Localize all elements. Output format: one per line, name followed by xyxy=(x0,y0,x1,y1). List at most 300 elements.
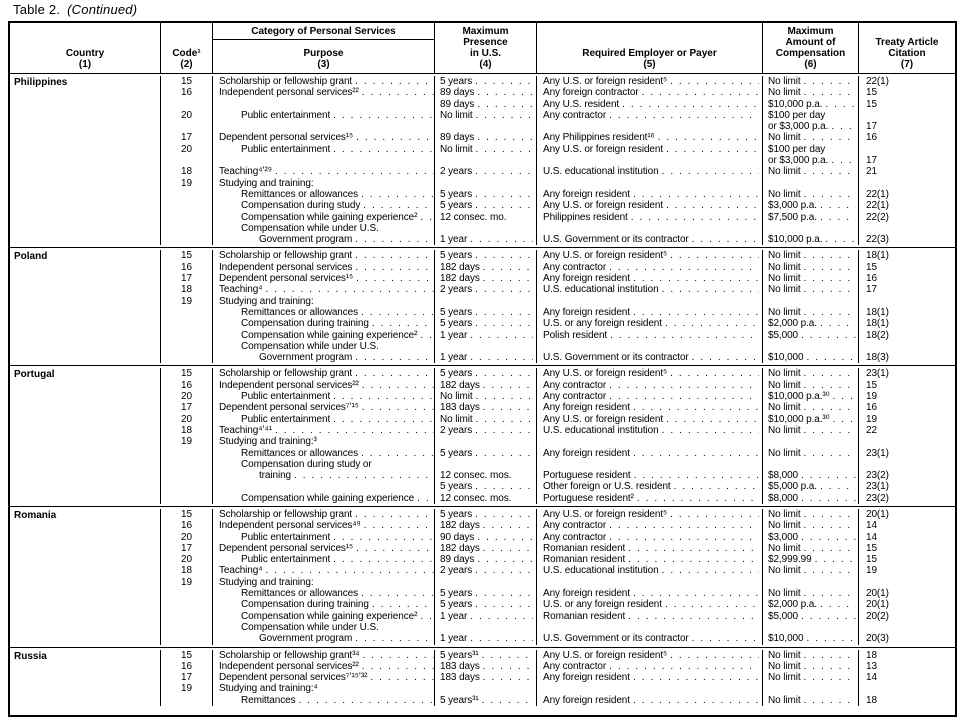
table-line xyxy=(763,577,858,588)
cell-text: No limit xyxy=(768,660,801,672)
table-line xyxy=(161,493,212,504)
table-line xyxy=(763,296,858,307)
cell-text: Remittances or allowances xyxy=(241,306,358,318)
table-line xyxy=(213,284,434,295)
cell-text: Any foreign resident xyxy=(543,588,630,600)
table-line xyxy=(435,554,536,565)
table-line xyxy=(537,200,762,211)
table-line xyxy=(161,509,212,520)
cell-text: Public entertainment xyxy=(241,143,331,155)
header-presence-line1: Maximum xyxy=(462,26,509,37)
table-line xyxy=(537,554,762,565)
dot-leader xyxy=(420,611,434,622)
dot-leader xyxy=(361,588,434,599)
dot-leader xyxy=(475,250,533,261)
table-line xyxy=(859,341,955,352)
cell-text: Romanian resident xyxy=(543,542,626,554)
cell-text: $10,000 p.a.³⁰ xyxy=(768,413,830,425)
table-line xyxy=(213,650,434,661)
table-line xyxy=(859,414,955,425)
header-amount-line1: Maximum xyxy=(787,26,834,37)
table-title xyxy=(13,2,137,17)
cell-text: Independent personal services²² xyxy=(219,379,359,391)
cell-text: 15 xyxy=(866,542,877,554)
table-line xyxy=(537,121,762,132)
dot-leader xyxy=(333,391,434,402)
table-line xyxy=(161,368,212,379)
cell-text: 5 years xyxy=(440,508,473,520)
table-line xyxy=(763,144,858,155)
table-line xyxy=(161,110,212,121)
cell-text: No limit xyxy=(768,261,801,273)
table-line xyxy=(859,296,955,307)
dot-leader xyxy=(355,76,434,87)
dot-leader xyxy=(356,273,434,284)
table-line xyxy=(435,87,536,98)
table-line xyxy=(763,459,858,470)
table-line xyxy=(161,189,212,200)
dot-leader xyxy=(633,189,759,200)
cell-text: 19 xyxy=(866,391,877,403)
cell-text: Any contractor xyxy=(543,660,607,672)
table-line xyxy=(859,481,955,492)
header-presence-line2: Presence xyxy=(463,37,508,48)
table-line xyxy=(435,132,536,143)
table-line xyxy=(161,459,212,470)
cell-text: Any U.S. or foreign resident xyxy=(543,143,664,155)
table-line xyxy=(763,76,858,87)
table-line xyxy=(161,341,212,352)
dot-leader xyxy=(476,110,533,121)
dot-leader xyxy=(265,565,434,576)
cell-text: Any foreign resident xyxy=(543,306,630,318)
dot-leader xyxy=(475,448,533,459)
dot-leader xyxy=(670,509,759,520)
cell-text: Romanian resident xyxy=(543,610,626,622)
table-line xyxy=(161,223,212,234)
table-line xyxy=(859,532,955,543)
table-line xyxy=(537,532,762,543)
dot-leader xyxy=(801,493,856,504)
table-line xyxy=(537,212,762,223)
dot-leader xyxy=(633,307,759,318)
cell-text: 2 years xyxy=(440,284,473,296)
cell-text: 16 xyxy=(866,273,877,285)
cell-text: 18(1) xyxy=(866,318,889,330)
table-line xyxy=(859,588,955,599)
column-max-compensation xyxy=(762,250,858,363)
table-line xyxy=(213,234,434,245)
column-code xyxy=(160,250,212,363)
header-presence xyxy=(434,23,536,73)
table-line xyxy=(435,250,536,261)
header-citation-line1: Treaty Article xyxy=(875,37,939,48)
table-line xyxy=(213,380,434,391)
table-line xyxy=(435,307,536,318)
table-line xyxy=(213,296,434,307)
table-line xyxy=(763,481,858,492)
table-line xyxy=(763,155,858,166)
cell-text: 18(2) xyxy=(866,329,889,341)
cell-text: 15 xyxy=(181,508,192,520)
column-purpose xyxy=(212,368,434,504)
cell-text: 1 year xyxy=(440,352,468,364)
table-line xyxy=(537,262,762,273)
cell-text: Any U.S. or foreign resident⁵ xyxy=(543,649,668,661)
cell-text: Independent personal services xyxy=(219,261,353,273)
dot-leader xyxy=(804,661,856,672)
table-line xyxy=(213,155,434,166)
cell-text: Any U.S. resident xyxy=(543,98,620,110)
dot-leader xyxy=(475,76,533,87)
cell-text: 20 xyxy=(181,143,192,155)
dot-leader xyxy=(333,144,434,155)
table-title-continued: (Continued) xyxy=(67,2,138,17)
table-line xyxy=(537,661,762,672)
cell-text: $8,000 xyxy=(768,470,798,482)
cell-text: Any U.S. or foreign resident⁵ xyxy=(543,508,668,520)
dot-leader xyxy=(477,99,533,110)
table-line xyxy=(763,611,858,622)
cell-text: $2,000 p.a. xyxy=(768,599,817,611)
cell-text: 5 years xyxy=(440,481,473,493)
table-line xyxy=(213,330,434,341)
cell-text: Portuguese resident xyxy=(543,470,631,482)
table-line xyxy=(859,402,955,413)
column-max-presence xyxy=(434,250,536,363)
cell-text: No limit xyxy=(768,588,801,600)
dot-leader xyxy=(275,166,434,177)
table-line xyxy=(859,132,955,143)
table-line xyxy=(435,110,536,121)
dot-leader xyxy=(804,520,856,531)
cell-text: $10,000 xyxy=(768,633,804,645)
dot-leader xyxy=(804,284,856,295)
dot-leader xyxy=(825,99,856,110)
dot-leader xyxy=(670,250,759,261)
cell-text: 16 xyxy=(866,132,877,144)
table-line xyxy=(161,683,212,694)
dot-leader xyxy=(670,650,759,661)
table-line xyxy=(763,250,858,261)
dot-leader xyxy=(477,554,533,565)
table-line xyxy=(213,341,434,352)
table-line xyxy=(859,87,955,98)
dot-leader xyxy=(804,76,856,87)
table-line xyxy=(859,565,955,576)
cell-text: Teaching⁴ʼ²⁹ xyxy=(219,166,272,178)
dot-leader xyxy=(674,481,759,492)
table-line xyxy=(537,223,762,234)
cell-text: Compensation during training xyxy=(241,599,369,611)
cell-text: 19 xyxy=(181,295,192,307)
cell-text: U.S. Government or its contractor xyxy=(543,633,689,645)
cell-text: No limit xyxy=(768,424,801,436)
dot-leader xyxy=(801,330,856,341)
table-line xyxy=(435,99,536,110)
header-country-num: (1) xyxy=(78,59,92,70)
table-line xyxy=(435,391,536,402)
table-line xyxy=(859,110,955,121)
dot-leader xyxy=(265,284,434,295)
dot-leader xyxy=(355,509,434,520)
cell-text: Any contractor xyxy=(543,520,607,532)
dot-leader xyxy=(470,633,533,644)
cell-text: 182 days xyxy=(440,542,480,554)
dot-leader xyxy=(804,166,856,177)
column-treaty-citation xyxy=(858,250,955,363)
header-amount-line2: Amount of xyxy=(785,37,836,48)
cell-text: No limit xyxy=(768,520,801,532)
cell-text: 20(1) xyxy=(866,599,889,611)
cell-text: No limit xyxy=(768,306,801,318)
dot-leader xyxy=(662,565,759,576)
cell-text: Scholarship or fellowship grant xyxy=(219,508,353,520)
cell-text: Any contractor xyxy=(543,531,607,543)
table-line xyxy=(537,611,762,622)
table-line xyxy=(213,481,434,492)
cell-text: 5 years xyxy=(440,250,473,262)
table-line xyxy=(161,402,212,413)
table-line xyxy=(859,273,955,284)
cell-text: 16 xyxy=(181,520,192,532)
table-line xyxy=(161,481,212,492)
cell-text: Teaching⁴ xyxy=(219,284,263,296)
table-line xyxy=(213,577,434,588)
table-line xyxy=(859,284,955,295)
dot-leader xyxy=(361,307,434,318)
table-line xyxy=(435,661,536,672)
cell-text: Dependent personal services¹⁵ xyxy=(219,273,354,285)
column-purpose xyxy=(212,509,434,645)
column-code xyxy=(160,509,212,645)
column-code xyxy=(160,76,212,245)
cell-text: $5,000 xyxy=(768,610,798,622)
cell-text: No limit xyxy=(768,508,801,520)
dot-leader xyxy=(475,425,533,436)
table-line xyxy=(213,391,434,402)
cell-text: Any foreign resident xyxy=(543,273,630,285)
table-line xyxy=(161,76,212,87)
dot-leader xyxy=(355,633,434,644)
header-country-label: Country xyxy=(65,48,105,59)
cell-text: 18 xyxy=(866,649,877,661)
table-line xyxy=(213,459,434,470)
table-line xyxy=(161,520,212,531)
cell-text: 16 xyxy=(181,87,192,99)
table-line xyxy=(161,661,212,672)
table-line xyxy=(537,250,762,261)
table-line xyxy=(859,622,955,633)
dot-leader xyxy=(666,144,759,155)
table-line xyxy=(537,588,762,599)
table-line xyxy=(213,262,434,273)
cell-text: Public entertainment xyxy=(241,391,331,403)
country-section-russia xyxy=(10,647,955,715)
table-line xyxy=(213,121,434,132)
cell-text: 23(2) xyxy=(866,470,889,482)
dot-leader xyxy=(670,368,759,379)
cell-text: Polish resident xyxy=(543,329,608,341)
cell-text: No limit xyxy=(768,379,801,391)
dot-leader xyxy=(477,132,533,143)
table-line xyxy=(537,493,762,504)
cell-text: 21 xyxy=(866,166,877,178)
column-max-presence xyxy=(434,509,536,645)
dot-leader xyxy=(475,307,533,318)
header-purpose xyxy=(212,23,434,73)
cell-text: Dependent personal services¹⁵ xyxy=(219,132,354,144)
table-line xyxy=(859,436,955,447)
cell-text: $3,000 p.a. xyxy=(768,200,817,212)
table-line xyxy=(435,296,536,307)
header-citation-num: (7) xyxy=(900,59,914,70)
table-line xyxy=(213,520,434,531)
table-line xyxy=(213,599,434,610)
dot-leader xyxy=(356,543,434,554)
cell-text: 89 days xyxy=(440,554,475,566)
cell-text: 20 xyxy=(181,554,192,566)
cell-text: Scholarship or fellowship grant xyxy=(219,76,353,87)
dot-leader xyxy=(333,110,434,121)
table-line xyxy=(763,121,858,132)
header-code-num: (2) xyxy=(180,59,193,70)
table-line xyxy=(763,402,858,413)
dot-leader xyxy=(804,650,856,661)
cell-text: Any contractor xyxy=(543,261,607,273)
column-employer-payer xyxy=(536,368,762,504)
table-line xyxy=(435,212,536,223)
table-line xyxy=(763,633,858,644)
column-employer-payer xyxy=(536,250,762,363)
table-line xyxy=(537,402,762,413)
table-line xyxy=(537,234,762,245)
cell-text: 1 year xyxy=(440,610,468,622)
table-line xyxy=(859,661,955,672)
table-line xyxy=(763,565,858,576)
cell-text: Any contractor xyxy=(543,109,607,121)
cell-text: 14 xyxy=(866,531,877,543)
cell-text: Government program xyxy=(259,633,353,645)
cell-text: 5 years³¹ xyxy=(440,649,479,661)
table-line xyxy=(537,695,762,706)
dot-leader xyxy=(628,543,759,554)
cell-text: 18(1) xyxy=(866,306,889,318)
table-line xyxy=(537,155,762,166)
table-line xyxy=(161,307,212,318)
table-line xyxy=(435,448,536,459)
cell-text: 15 xyxy=(866,261,877,273)
table-line xyxy=(859,76,955,87)
dot-leader xyxy=(361,189,434,200)
column-treaty-citation xyxy=(858,509,955,645)
dot-leader xyxy=(804,672,856,683)
table-line xyxy=(537,448,762,459)
dot-leader xyxy=(420,212,434,223)
table-line xyxy=(537,189,762,200)
cell-text: 19 xyxy=(866,565,877,577)
cell-text: No limit xyxy=(440,413,473,425)
table-line xyxy=(213,695,434,706)
dot-leader xyxy=(610,330,759,341)
dot-leader xyxy=(815,554,856,565)
cell-text: No limit xyxy=(440,391,473,403)
table-line xyxy=(161,599,212,610)
table-body xyxy=(10,73,955,715)
dot-leader xyxy=(470,234,533,245)
table-line xyxy=(859,307,955,318)
table-line xyxy=(537,459,762,470)
dot-leader xyxy=(804,425,856,436)
cell-text: 20(1) xyxy=(866,588,889,600)
table-line xyxy=(859,99,955,110)
cell-text: 18 xyxy=(181,166,192,178)
dot-leader xyxy=(294,470,434,481)
dot-leader xyxy=(333,532,434,543)
dot-leader xyxy=(833,414,856,425)
cell-text: $2,000 p.a. xyxy=(768,318,817,330)
dot-leader xyxy=(670,76,759,87)
cell-text: 183 days xyxy=(440,672,480,684)
table-line xyxy=(763,695,858,706)
dot-leader xyxy=(804,87,856,98)
table-line xyxy=(859,330,955,341)
table-line xyxy=(213,622,434,633)
cell-text: 12 consec. mos. xyxy=(440,470,512,482)
cell-text: 5 years xyxy=(440,306,473,318)
cell-text: No limit xyxy=(768,649,801,661)
dot-leader xyxy=(477,532,533,543)
cell-text: U.S. educational institution xyxy=(543,424,659,436)
dot-leader xyxy=(476,391,533,402)
table-line xyxy=(763,110,858,121)
table-line xyxy=(537,99,762,110)
table-line xyxy=(537,284,762,295)
dot-leader xyxy=(355,352,434,363)
country-name: Romania xyxy=(14,509,57,521)
cell-text: 1 year xyxy=(440,633,468,645)
cell-text: Scholarship or fellowship grant xyxy=(219,250,353,262)
cell-text: 183 days xyxy=(440,660,480,672)
dot-leader xyxy=(363,650,434,661)
cell-text: U.S. or any foreign resident xyxy=(543,318,662,330)
cell-text: 5 years xyxy=(440,447,473,459)
dot-leader xyxy=(820,212,856,223)
cell-text: U.S. Government or its contractor xyxy=(543,234,689,246)
table-line xyxy=(435,470,536,481)
column-code xyxy=(160,368,212,504)
table-line xyxy=(213,212,434,223)
cell-text: Any contractor xyxy=(543,391,607,403)
header-citation-line2: Citation xyxy=(888,48,926,59)
table-line xyxy=(763,599,858,610)
cell-text: $8,000 xyxy=(768,492,798,504)
table-line xyxy=(763,470,858,481)
table-line xyxy=(161,470,212,481)
table-line xyxy=(161,200,212,211)
table-line xyxy=(537,178,762,189)
table-line xyxy=(859,509,955,520)
dot-leader xyxy=(804,189,856,200)
cell-text: Independent personal services⁴⁹ xyxy=(219,520,361,532)
table-line xyxy=(763,380,858,391)
cell-text: 20 xyxy=(181,413,192,425)
column-max-compensation xyxy=(762,76,858,245)
table-line xyxy=(213,144,434,155)
table-line xyxy=(161,284,212,295)
table-line xyxy=(435,166,536,177)
cell-text: 15 xyxy=(866,379,877,391)
